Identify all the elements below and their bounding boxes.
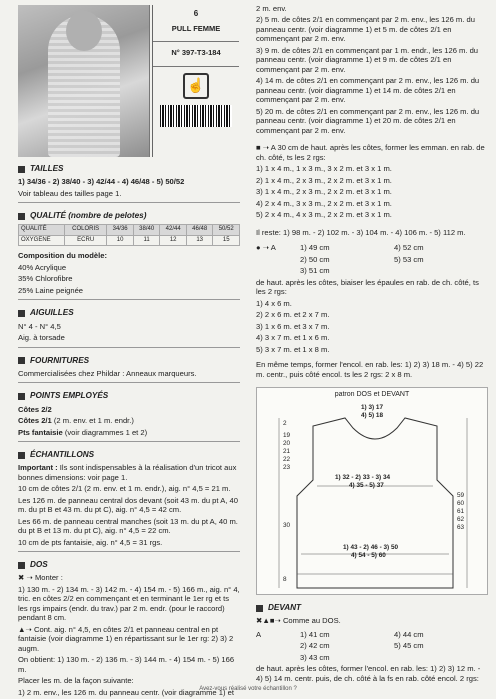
needles-line: N° 4 - N° 4,5	[18, 321, 61, 331]
dos-paragraph: 1) 130 m. - 2) 134 m. - 3) 142 m. - 4) 154 m. - 5) 166 m., aig. n° 4, tric. en côtes 2/2 en commençant et en terminant le 1er rg et ts les rgs impairs (endr. du trav.) par 2 m. endr. (pour le raccord) pendant 8 cm.	[18, 584, 240, 623]
square-bullet-icon	[18, 166, 25, 173]
page-footer: Avez-vous réalisé votre échantillon ?	[199, 686, 297, 692]
armhole-intro: ■ ➝ A 30 cm de haut. après les côtes, former les emman. en rab. de ch. côté, ts les 2 rgs:	[256, 143, 485, 162]
height-item: 2) 50 cm	[300, 254, 330, 264]
table-cell: OXYGENE	[19, 235, 65, 246]
table-cell: 12	[160, 235, 187, 246]
remaining-stitches: Il reste: 1) 98 m. - 2) 102 m. - 3) 104 m. - 4) 106 m. - 5) 112 m.	[256, 227, 466, 237]
right-measure: 61	[457, 507, 465, 515]
dos-continued: 3) 9 m. de côtes 2/1 en commençant par 1 m. endr., les 126 m. du panneau centr. (voir diagramme 1) et 9 m. de côtes 2/1 en commençant par 2 m. env.	[256, 45, 479, 74]
pattern-title: PULL FEMME	[153, 24, 239, 42]
section-points	[18, 391, 240, 401]
table-cell: 10	[107, 235, 134, 246]
side-measure: 30	[283, 521, 291, 529]
sizes-note: Voir tableau des tailles page 1.	[18, 188, 122, 198]
table-row	[19, 235, 240, 246]
model-photo	[18, 5, 150, 157]
stitch-line: Pts fantaisie (voir diagrammes 1 et 2)	[18, 427, 148, 437]
left-measure: 23	[283, 463, 291, 471]
gauge-paragraph: Les 66 m. de panneau central manches (soit 13 m. du pt A, 40 m. du pt B et 13 m. du pt C), aig. n° 4,5 = 22 cm.	[18, 516, 238, 536]
height-item: 1) 49 cm	[300, 243, 330, 253]
dos-continued: 4) 14 m. de côtes 2/1 en commençant par 2 m. env., les 126 m. du panneau centr. (voir diagramme 1) et 14 m. de côtes 2/1 en commençant par 2 m. env.	[256, 76, 480, 105]
height-item: 4) 52 cm	[394, 243, 424, 253]
hem-measure: 1) 43 - 2) 46 - 3) 50	[343, 543, 399, 551]
right-column	[256, 4, 488, 685]
table-header: 38/40	[133, 225, 160, 236]
chest-measure: 4) 35 - 5) 37	[349, 481, 384, 489]
left-column	[18, 162, 240, 699]
gauge-paragraph: 10 cm de pts fantaisie, aig. n° 4,5 = 31 rgs.	[18, 537, 163, 547]
height-item: 2) 42 cm	[300, 641, 330, 651]
section-echantillons	[18, 450, 240, 460]
left-measure: 20	[283, 439, 291, 447]
gauge-paragraph: Les 126 m. de panneau central dos devant (soit 43 m. du pt A, 40 m. du pt B et 43 m. du pt C), aig. n° 4,5 = 42 cm.	[18, 495, 238, 515]
pattern-diagram	[256, 387, 488, 595]
neck-measure: 4) 5) 18	[361, 411, 384, 419]
supplies-text: Commercialisées chez Phildar : Anneaux marqueurs.	[18, 368, 197, 378]
table-header: 34/36	[107, 225, 134, 236]
height-grid	[256, 243, 488, 277]
composition-title: Composition du modèle:	[18, 251, 108, 261]
hand-icon: ☝	[183, 73, 209, 99]
neckline-text: En même temps, former l'encol. en rab. les: 1) 2) 3) 18 m. - 4) 5) 22 m. centr., puis côté encol. ts les 2 rgs: 2 x 8 m.	[256, 360, 484, 379]
stitch-line: Côtes 2/1 (2 m. env. et 1 m. endr.)	[18, 416, 134, 426]
section-title: ÉCHANTILLONS	[30, 450, 95, 460]
square-bullet-icon	[18, 393, 25, 400]
table-header: 46/48	[186, 225, 213, 236]
section-qualite	[18, 211, 240, 221]
left-measure: 2	[283, 419, 287, 427]
a-label: A	[256, 629, 262, 639]
dos-paragraph: ▲➝ Cont. aig. n° 4,5, en côtes 2/1 et panneau central en pt fantaisie (voir diagramme 1) en répartissant sur le 1er rg: 2) 3) 2 augm.	[18, 624, 234, 653]
table-header-row	[19, 225, 240, 236]
chest-measure: 1) 32 - 2) 33 - 3) 34	[335, 473, 391, 481]
front-paragraph: ✖▲■➝ Comme au DOS.	[256, 616, 341, 626]
height-item: 3) 51 cm	[300, 266, 330, 276]
armhole-line: 2) 1 x 4 m., 2 x 3 m., 2 x 2 m. et 3 x 1 m.	[256, 175, 392, 185]
left-measure: 21	[283, 447, 291, 455]
shoulder-line: 2) 2 x 6 m. et 2 x 7 m.	[256, 310, 330, 320]
height-item: 4) 44 cm	[394, 629, 424, 639]
dos-continued: 5) 20 m. de côtes 2/1 en commençant par 2 m. env., les 126 m. du panneau centr. (voir diagramme 1) et 20 m. de côtes 2/1 en commençant par 2 m. env.	[256, 106, 480, 135]
front-height-grid	[256, 630, 488, 664]
neck-measure: 1) 3) 17	[361, 403, 384, 411]
front-paragraph: de haut. après les côtes, former l'encol. en rab. les: 1) 2) 3) 12 m. - 4) 5) 14 m. centr. puis, de ch. côté à la fs en rab. côté encol. 2 rgs:	[256, 664, 481, 683]
armhole-line: 3) 1 x 4 m., 2 x 3 m., 2 x 2 m. et 3 x 1 m.	[256, 187, 392, 197]
composition-line: 25% Laine peignée	[18, 285, 84, 295]
section-fournitures	[18, 356, 240, 366]
table-cell: 15	[213, 235, 240, 246]
right-measure: 63	[457, 523, 465, 531]
section-title: DEVANT	[268, 602, 302, 612]
shoulder-intro: de haut. après les côtes, biaiser les épaules en rab. de ch. côté, ts les 2 rgs:	[256, 277, 479, 297]
height-item: 5) 45 cm	[394, 641, 424, 651]
diagram-title: patron DOS et DEVANT	[334, 390, 410, 398]
table-header: QUALITÉ	[19, 225, 65, 236]
section-tailles	[18, 164, 240, 174]
section-title: QUALITÉ (nombre de pelotes)	[30, 211, 147, 221]
quality-table	[18, 224, 240, 246]
left-measure: 19	[283, 431, 291, 439]
sizes-line: 1) 34/36 - 2) 38/40 - 3) 42/44 - 4) 46/48 - 5) 50/52	[18, 177, 185, 187]
section-title: TAILLES	[30, 164, 64, 173]
square-bullet-icon	[18, 452, 25, 459]
model-head	[66, 11, 102, 51]
dos-paragraph: Placer les m. de la façon suivante:	[18, 676, 134, 686]
armhole-line: 4) 2 x 4 m., 3 x 3 m., 2 x 2 m. et 3 x 1 m.	[256, 198, 392, 208]
pattern-number: 6	[193, 9, 199, 18]
right-measure: 59	[457, 491, 465, 499]
square-bullet-icon	[18, 213, 25, 220]
shoulder-line: 3) 1 x 6 m. et 3 x 7 m.	[256, 321, 330, 331]
left-measure: 22	[283, 455, 291, 463]
shoulder-line: 5) 3 x 7 m. et 1 x 8 m.	[256, 344, 330, 354]
stitch-line: Côtes 2/2	[18, 404, 52, 414]
section-dos	[18, 560, 240, 570]
height-item: 3) 43 cm	[300, 652, 330, 662]
section-title: FOURNITURES	[30, 355, 90, 365]
barcode	[160, 105, 232, 127]
table-header: 50/52	[213, 225, 240, 236]
dos-continued: 2 m. env.	[256, 4, 287, 13]
height-item: 5) 53 cm	[394, 254, 424, 264]
composition-line: 35% Chlorofibre	[18, 274, 73, 284]
section-aiguilles	[18, 308, 240, 318]
section-devant	[256, 603, 488, 613]
composition-line: 40% Acrylique	[18, 262, 67, 272]
section-title: DOS	[30, 560, 48, 570]
table-header: 42/44	[160, 225, 187, 236]
table-cell: 13	[186, 235, 213, 246]
section-title: AIGUILLES	[30, 308, 74, 318]
header-box	[152, 5, 239, 157]
armhole-line: 1) 1 x 4 m., 1 x 3 m., 3 x 2 m. et 3 x 1 m.	[256, 164, 392, 174]
hem-measure: 4) 54 - 5) 60	[351, 551, 386, 559]
gauge-paragraph: Important : Ils sont indispensables à la réalisation d'un tricot aux bonnes dimensions: voir page 1.	[18, 463, 237, 482]
height-item: 1) 41 cm	[300, 629, 330, 639]
dos-paragraph: 1) 2 m. env., les 126 m. du panneau centr. (voir diagramme 1) et	[18, 687, 234, 697]
square-bullet-icon	[18, 310, 25, 317]
a-label: ● ➝ A	[256, 243, 276, 253]
body-outline	[297, 418, 453, 588]
square-bullet-icon	[18, 357, 25, 364]
table-cell: ECRU	[64, 235, 106, 246]
right-measure: 60	[457, 499, 465, 507]
table-header: COLORIS	[64, 225, 106, 236]
gauge-paragraph: 10 cm de côtes 2/1 (2 m. env. et 1 m. endr.), aig. n° 4,5 = 21 m.	[18, 484, 231, 494]
dos-paragraph: On obtient: 1) 130 m. - 2) 136 m. - 3) 144 m. - 4) 154 m. - 5) 166 m.	[18, 655, 235, 674]
dos-paragraph: ✖ ➝ Monter :	[18, 573, 63, 583]
pattern-ref: N° 397-T3-184	[153, 48, 239, 66]
shoulder-line: 1) 4 x 6 m.	[256, 298, 292, 308]
shoulder-line: 4) 3 x 7 m. et 1 x 6 m.	[256, 333, 330, 343]
table-cell: 11	[133, 235, 160, 246]
section-title: POINTS EMPLOYÉS	[30, 391, 109, 401]
square-bullet-icon	[18, 562, 25, 569]
dos-continued: 2) 5 m. de côtes 2/1 en commençant par 2 m. env., les 126 m. du panneau centr. (voir diagramme 1) et 5 m. de côtes 2/1 en commençant par 2 m. env.	[256, 15, 475, 44]
armhole-line: 5) 2 x 4 m., 4 x 3 m., 2 x 2 m. et 3 x 1 m.	[256, 210, 392, 220]
right-measure: 62	[457, 515, 465, 523]
needles-line: Aig. à torsade	[18, 333, 65, 343]
rib-measure: 8	[283, 575, 287, 583]
square-bullet-icon	[256, 605, 263, 612]
